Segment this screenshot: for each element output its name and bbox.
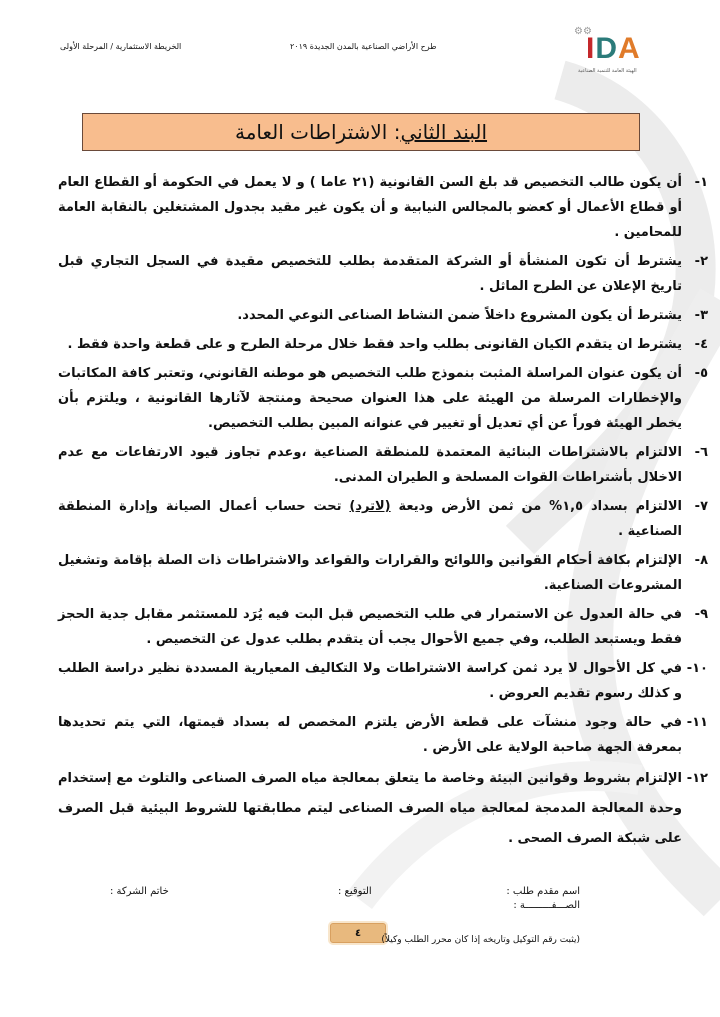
condition-item: ٤- يشترط ان يتقدم الكيان القانونى بطلب واحد فقط خلال مرحلة الطرح و على قطعة واحدة فقط . bbox=[67, 337, 708, 352]
logo-subtitle: الهيئة العامة للتنمية الصناعية bbox=[578, 68, 637, 74]
ida-logo bbox=[568, 26, 683, 86]
logo-letters: IDA bbox=[586, 32, 641, 65]
condition-item: ١- أن يكون طالب التخصيص قد بلغ السن القانونية (٢١ عاما ) و لا يعمل في الحكومة أو القطاع العام أو قطاع الأعمال أو كعضو بالمجالس النيابية و أن يكون غير مقيد بجدول المشتغلين بالنقابة العامة للمحامين . bbox=[58, 175, 708, 240]
section-title: البند الثاني: الاشتراطات العامة bbox=[234, 120, 488, 144]
header-offering-label: طرح الأراضي الصناعية بالمدن الجديدة ٢٠١٩ bbox=[290, 42, 437, 51]
applicant-role-label: الصـــفـــــــــة : bbox=[513, 900, 580, 911]
condition-item: ٦- الالتزام بالاشتراطات البنائية المعتمدة للمنطقة الصناعية ،وعدم تجاوز قيود الارتفاعات مع عدم الاخلال بأشتراطات القوات المسلحة و الطيران المدنى. bbox=[58, 445, 708, 485]
condition-item: ٨- الإلتزام بكافة أحكام القوانين واللوائح والقرارات والقواعد والاشتراطات ذات الصلة بإقامة وتشغيل المشروعات الصناعية. bbox=[58, 553, 708, 593]
page-number: ٤ bbox=[330, 923, 386, 943]
page-header bbox=[0, 0, 720, 90]
condition-item: ٧- الالتزام بسداد ١,٥% من ثمن الأرض وديعة (لاترد) تحت حساب أعمال الصيانة وإدارة المنطقة الصناعية . bbox=[58, 499, 708, 539]
applicant-name-label: اسم مقدم طلب : bbox=[506, 886, 580, 897]
condition-item: ١١- في حالة وجود منشآت على قطعة الأرض يلتزم المخصص له بسداد قيمتها، التي يتم تحديدها بمعرفة الجهة صاحبة الولاية على الأرض . bbox=[58, 715, 708, 755]
section-title-box bbox=[82, 113, 640, 151]
conditions-list bbox=[58, 170, 708, 858]
condition-item: ٢- يشترط أن تكون المنشأة أو الشركة المتقدمة بطلب للتخصيص مقيدة في السجل التجاري قبل تاريخ الإعلان عن الطرح الماثل . bbox=[58, 254, 708, 294]
condition-item: ٩- في حالة العدول عن الاستمرار في طلب التخصيص قبل البت فيه يُرَد للمستثمر مقابل جدية الحجز فقط ويستبعد الطلب، وفي جميع الأحوال يجب أن يتقدم بطلب عدول عن التخصيص . bbox=[58, 607, 708, 647]
condition-item: ١٢- الإلتزام بشروط وقوانين البيئة وخاصة ما يتعلق بمعالجة مياه الصرف الصناعى والتلوث مع إستخدام وحدة المعالجة المدمجة لمعالجة مياه الصرف الصناعى ليتم مطابقتها للشروط البيئية قبل الصرف على شبكة الصرف الصحى . bbox=[58, 771, 708, 846]
footer-note: (يثبت رقم التوكيل وتاريخه إذا كان محرر الطلب وكيلاً) bbox=[381, 935, 580, 945]
condition-item: ١٠- في كل الأحوال لا يرد ثمن كراسة الاشتراطات ولا التكاليف المعيارية المسددة نظير دراسة الطلب و كذلك رسوم تقديم العروض . bbox=[58, 661, 708, 701]
company-stamp-label: خاتم الشركة : bbox=[110, 886, 169, 897]
signature-label: التوقيع : bbox=[338, 886, 372, 897]
condition-item: ٣- يشترط أن يكون المشروع داخلاً ضمن النشاط الصناعى النوعي المحدد. bbox=[237, 308, 708, 323]
header-phase-label: الخريطة الاستثمارية / المرحلة الأولى bbox=[60, 42, 182, 51]
condition-item: ٥- أن يكون عنوان المراسلة المثبت بنموذج طلب التخصيص هو موطنه القانوني، وتعتبر كافة المكاتبات والإخطارات المرسلة من الهيئة على هذا العنوان صحيحة ومنتجة لآثارها القانونية ، ويلتزم بأن يخطر الهيئة فوراً عن أي تعديل أو تغيير في عنوانه المبين بطلب التخصيص. bbox=[58, 366, 708, 431]
gear-icon: ⚙⚙ bbox=[574, 26, 592, 37]
